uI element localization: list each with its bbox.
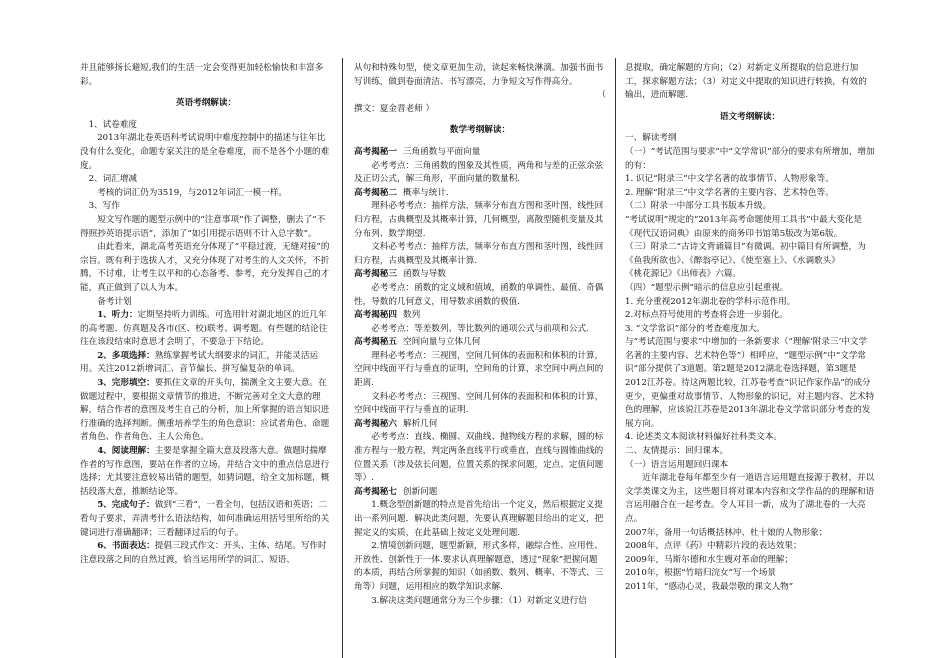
- paragraph: 3. “文学常识”部分的考查难度加大。: [625, 323, 766, 334]
- math-column: [354, 62, 606, 608]
- paragraph: 2.情境创新问题，题型新颖，形式多样，融综合性、应用性、开放性、创新性于一体.要求认真理解题意，透过“现象”把握问题的本质，再结合所掌握的知识（如函数、数列、概率、不等式、三角等）问题，运用相应的数学知识求解.: [354, 541, 604, 592]
- item-label: 高考揭秘七: [354, 486, 397, 497]
- math-items: [354, 146, 606, 608]
- item-topic: 函数与导数: [402, 269, 446, 280]
- paragraph: 必考考点：等差数列、等比数列的通项公式与前项和公式.: [371, 323, 589, 334]
- item-label: 3、完形填空：: [97, 378, 155, 389]
- paragraph: 2009年，马斯尔德和水生嫂对革命的理解；: [625, 554, 793, 565]
- paragraph: 近年湖北卷每年都至少有一道语言运用题直接源于教材，并以文学类课文为主，这些题目将对课本内容和文学作品的的理解和语言运用融合在一起考查。令人耳目一新，成为了湖北卷的一大亮点。: [625, 473, 875, 524]
- paragraph: 要抓住文章的开头句，揣测全文主要大意。在做题过程中，要根据文章情节的推进，不断完善对全文大意的理解，结合作者的意图及考生自己的分析，加上所掌握的语言知识进行准确的选择判断。侧重培养学生的角色意识：应试者角色、命题者角色、作者角色、主人公角色。: [80, 378, 330, 443]
- item-topic: 创新问题: [402, 486, 438, 497]
- section-heading: 英语考纲解读：: [175, 98, 237, 109]
- math-item-title: [354, 309, 606, 323]
- paragraph: （一）“考试范围与要求”中“文学常识”部分的要求有所增加，增加的有：: [625, 146, 875, 171]
- paragraph: （三）附录二“古诗文背诵篇目”有微调。初中篇目有所调整，为《鱼我所欲也》、《醉翁亭记》、《使至塞上》、《水调歌头》: [625, 242, 866, 266]
- paragraph: 从句和特殊句型，使文章更加生动，读起来畅快淋漓。加强书面书写训练，做到卷面清洁、书写漂亮，力争短文写作得高分。: [354, 63, 604, 87]
- paragraph: 理科必考考点：抽样方法，频率分布直方图和茎叶图，线性回归方程，古典概型及其概率计算，几何概型，离散型随机变量及其分布列、数学期望.: [354, 201, 604, 239]
- paragraph: 1. 充分重视2012年湖北卷的学科示范作用。: [625, 296, 796, 307]
- paragraph: （二）附录一中部分工具书版本升级。: [625, 201, 772, 212]
- paragraph: 息提取，确定解题的方向；（2）对新定义所提取的信息进行加工，探求解题方法；（3）对定义中提取的知识进行转换，有效的输出，进而解题.: [625, 63, 867, 101]
- paragraph: 文科必考考点：三视图、空间几何体的表面积和体积的计算，空间中线面平行与垂直的证明.: [354, 391, 604, 416]
- math-item-title: [354, 268, 606, 282]
- paragraph: 文科必考考点：抽样方法，频率分布直方图和茎叶图，线性回归方程，古典概型及其概率计算.: [354, 242, 604, 266]
- paragraph: 2008年，点评《药》中精彩片段的表达效果；: [625, 541, 802, 552]
- paragraph: 提倡三段式作文：开头、主体、结尾。写作时注意段落之间的自然过渡，恰当运用所学的词汇、短语、: [80, 541, 327, 565]
- paragraph: 2007年，备用一句话概括林冲、杜十娘的人物形象；: [625, 527, 828, 538]
- paragraph: 必考考点：函数的定义域和值域，函数的单调性、最值、奇偶性，导数的几何意义，用导数求函数的极值.: [354, 282, 604, 307]
- paragraph: 必考考点：直线、椭圆、双曲线、抛物线方程的求解，圆的标准方程与一般方程，判定两条直线平行或垂直，直线与圆锥曲线的位置关系（涉及弦长问题，位置关系的探求问题，定点、定值问题等）.: [354, 432, 604, 484]
- paragraph: 必考考点：三角函数的图象及其性质，两角和与差的正弦余弦及正切公式，解三角形，平面向量的数量积.: [354, 160, 604, 185]
- paragraph: 2010年，根据“竹暗归浣女”写一个场景: [625, 568, 776, 579]
- item-topic: 解析几何: [402, 418, 438, 429]
- paragraph: 与“考试范围与要求”中增加的一条新要求（“理解‘附录三’中文学名著的主要内容、艺术特色等”）相呼应，“题型示例”中“文学常识”部分提供了3道题。第2题是2012湖北卷选择题，第3题是2012江苏卷。待这两题比较，江苏卷考查“识记作家作品”的成分更少，更偏重对故事情节、人物形象的识记，对主题内容、艺术特色的理解，应该说江苏卷是2013年湖北卷文学常识部分考查的发展方向。: [625, 337, 875, 429]
- paragraph: 2.对标点符号使用的考查将会进一步弱化。: [625, 310, 788, 321]
- paragraph: 3.解决这类问题通常分为三个步骤：（1）对新定义进行信: [371, 595, 587, 606]
- math-item-title: [354, 418, 606, 432]
- paragraph: 4. 论述类文本阅读材料偏好社科类文本。: [625, 432, 783, 443]
- paragraph: 2. 理解“附录三”中文学名著的主要内容、艺术特色等。: [625, 187, 834, 198]
- item-label: 2、多项选择：: [97, 350, 155, 361]
- section-heading: 语文考纲解读：: [719, 111, 781, 122]
- item-topic: 三角函数与平面向量: [402, 146, 481, 157]
- paragraph: 短文写作题的题型示例中的“注意事项”作了调整，删去了“不得照抄英语提示语”，添加了“如引用提示语则不计入总字数”。: [80, 214, 326, 239]
- subheading: 1、试卷难度: [88, 119, 138, 130]
- math-item-title: [354, 336, 606, 350]
- item-label: 高考揭秘二: [354, 187, 397, 198]
- math-item-title: [354, 486, 606, 500]
- paragraph: 做到“三看”，一看全句，包括汉语和英语；二看句子要求，弄清考什么语法结构，如何准确运用括号里所给的关键词进行准确翻译；三看翻译过后的句子。: [80, 500, 330, 538]
- item-label: 高考揭秘三: [354, 269, 397, 280]
- paragraph: 并且能够扬长避短,我们的生活一定会变得更加轻松愉快和丰富多彩。: [80, 63, 324, 87]
- item-label: 1、听力：: [97, 310, 138, 321]
- item-label: 高考揭秘五: [354, 337, 397, 348]
- paragraph: 2013年湖北卷英语科考试说明中难度控制中的描述与往年比没有什么变化，命题专家关注的是全卷难度，而不是各个小题的难度。: [80, 133, 330, 171]
- math-item-title: [354, 187, 606, 201]
- item-topic: 概率与统计.: [402, 187, 449, 198]
- paragraph: 1.概念型创新题的特点是首先给出一个定义，然后根据定义提出一系列问题．解决此类问题，先要认真理解题目给出的定义，把握定义的实质，在此基础上按定义处理问题.: [354, 500, 604, 538]
- item-label: 5、完成句子：: [97, 500, 155, 511]
- paragraph: 熟练掌握考试大纲要求的词汇，并能灵活运用。关注2012新增词汇、音节偏长、拼写偏复杂的单词。: [80, 350, 319, 375]
- paragraph: 定期坚持听力训练。可选用针对湖北地区的近几年的高考题、仿真题及各市(区、校)联考、调考题。有些题的结论往往在该段结束时意思才会明了，不要急于下结论。: [80, 310, 328, 348]
- paragraph: 《桃花源记》《出师表》六篇。: [625, 269, 742, 280]
- section-heading: 数学考纲解读：: [449, 125, 511, 136]
- item-topic: 数列: [402, 310, 421, 321]
- author-line: 撰文：夏金晋老师 ）: [354, 103, 435, 114]
- column-divider: [342, 58, 343, 658]
- item-label: 高考揭秘一: [354, 146, 397, 157]
- paragraph: “考试说明”规定的“2013年高考命题使用工具书”中最大变化是《现代汉语词典》由原来的商务印书馆第5版改为第6版。: [625, 214, 863, 239]
- paren: （: [597, 90, 606, 101]
- column-divider: [615, 58, 616, 658]
- subheading: 2、词汇增减: [88, 174, 138, 185]
- math-item-title: [354, 146, 606, 160]
- subheading: 备考计划: [97, 296, 132, 307]
- paragraph: 理科必考考点：三视图，空间几何体的表面积和体积的计算，空间中线面平行与垂直的证明，空间角的计算，求空间中两点间的距离.: [354, 350, 604, 389]
- paragraph: 主要是掌握全篇大意及段落大意。做题时揣摩作者的写作意图，要站在作者的立场，并结合文中的重点信息进行选择；尤其要注意较易出错的题型，如猜词题，给全文加标题，概括段落大意，推断结论等。: [80, 446, 330, 497]
- item-topic: 空间向量与立体几何: [402, 337, 481, 348]
- paragraph: 2011年，“感动心灵，我最崇敬的课文人物”: [625, 581, 794, 592]
- chinese-column: [625, 62, 875, 595]
- paragraph: （一）语言运用题回归课本: [625, 459, 729, 470]
- item-label: 6、书面表达：: [97, 541, 155, 552]
- item-label: 高考揭秘四: [354, 310, 397, 321]
- english-column: [80, 62, 332, 567]
- paragraph: 1. 识记“附录三”中文学名著的故事情节、人物形象等。: [625, 174, 834, 185]
- item-label: 4、阅读理解：: [97, 446, 155, 457]
- paragraph: 由此看来，湖北高考英语充分体现了“平稳过渡，无缝对接”的宗旨。既有利于选拔人才，又充分体现了对考生的人文关怀，不折腾，不讨难，让考生以平和的心态备考、参考，充分发挥自己的才能，真正做到了以人为本。: [80, 242, 330, 293]
- item-label: 高考揭秘六: [354, 418, 397, 429]
- paragraph: 一、解读考纲: [625, 133, 677, 144]
- paragraph: 二、友情提示：回归课本。: [625, 446, 729, 457]
- subheading: 3、写作: [88, 201, 120, 212]
- paragraph: （四）“题型示例”暗示的信息应引起重视。: [625, 282, 789, 293]
- paragraph: 考核的词汇仍为3519，与2012年词汇一模一样。: [97, 187, 288, 198]
